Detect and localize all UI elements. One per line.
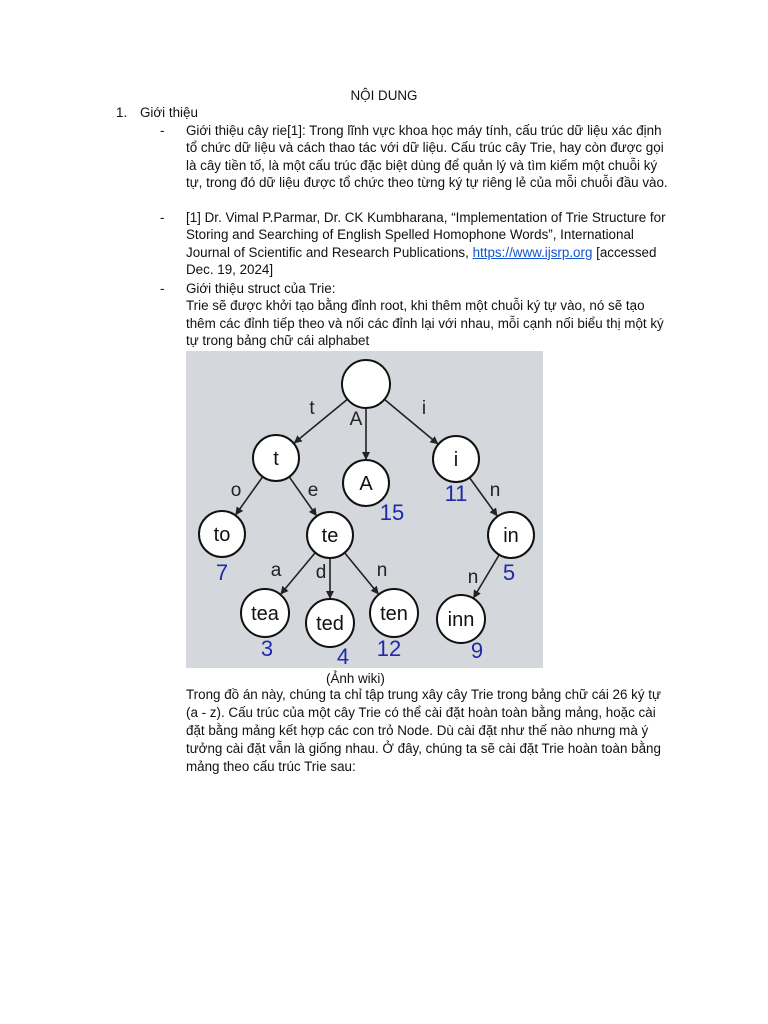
trie-node-value: 3 xyxy=(260,636,274,661)
trie-node-label: t xyxy=(273,448,279,470)
trie-node-label: te xyxy=(321,525,339,547)
trie-node-label: A xyxy=(359,473,373,495)
trie-node-label: ten xyxy=(380,603,408,625)
trie-node-label: in xyxy=(503,525,519,547)
struct-heading: Giới thiệu struct của Trie: xyxy=(186,281,336,296)
trie-node-root xyxy=(342,360,390,408)
trie-edge-label: n xyxy=(376,560,388,581)
trie-node-value: 7 xyxy=(215,560,229,585)
trie-edge-te-ten xyxy=(345,553,379,594)
bullet-reference xyxy=(160,209,670,279)
trie-edge-label: e xyxy=(307,480,319,501)
bullet-intro-trie xyxy=(160,122,670,192)
reference-citation: [1] Dr. Vimal P.Parmar, Dr. CK Kumbharana, “Implementation of Trie Structure for Storing and Searching of English Spelled Homophone Words”, International Journal of Scientific and Research Publications, xyxy=(186,210,666,260)
trie-edge-label: a xyxy=(270,560,282,581)
bullet-dash: - xyxy=(160,123,165,138)
trie-node-label: ted xyxy=(316,613,344,635)
trie-figure xyxy=(186,351,543,668)
struct-description: Trie sẽ được khởi tạo bằng đỉnh root, khi thêm một chuỗi ký tự vào, nó sẽ tạo thêm các đỉnh tiếp theo và nối các đỉnh lại với nhau, mỗi cạnh nối biểu thị một ký tự trong bảng chữ cái alphabet xyxy=(186,298,664,349)
trie-node-value: 15 xyxy=(379,500,405,525)
reference-text xyxy=(186,209,670,279)
trie-node-label: to xyxy=(213,524,231,546)
trie-edge-label: A xyxy=(349,409,363,430)
trie-node-label: tea xyxy=(251,603,279,625)
trie-node-value: 12 xyxy=(376,636,402,661)
trie-edge-label: n xyxy=(467,567,479,588)
trie-node-value: 5 xyxy=(502,560,516,585)
trie-edge-label: o xyxy=(230,480,242,501)
section-heading xyxy=(116,104,198,121)
bullet-text: Giới thiệu cây rie[1]: Trong lĩnh vực khoa học máy tính, cấu trúc dữ liệu xác định tổ chức dữ liệu và cách thao tác với dữ liệu. Cấu trúc cây Trie, hay còn được gọi là cây tiền tố, là một cấu trúc đặc biệt dùng để quản lý và tìm kiếm một chuỗi ký tự, trong đó dữ liệu được tổ chức theo từng ký tự riêng lẻ của mỗi chuỗi đầu vào. xyxy=(186,123,668,191)
trie-node-value: 9 xyxy=(470,638,484,663)
section-number: 1. xyxy=(116,105,128,120)
document-title: NỘI DUNG xyxy=(350,88,418,103)
trie-node-value: 4 xyxy=(336,644,350,668)
trie-edge-label: t xyxy=(309,398,315,419)
trie-diagram xyxy=(186,351,543,668)
trie-edge-label: i xyxy=(421,398,427,419)
trie-node-label: inn xyxy=(447,609,475,631)
trie-edge-te-tea xyxy=(281,553,315,594)
figure-caption: (Ảnh wiki) xyxy=(326,671,385,686)
trie-edge-root-t xyxy=(295,399,348,443)
section-title: Giới thiệu xyxy=(140,105,198,120)
bullet-dash: - xyxy=(160,281,165,296)
trie-node-label: i xyxy=(453,449,459,471)
reference-link[interactable]: https://www.ijsrp.org xyxy=(472,244,593,260)
trie-edge-label: d xyxy=(315,562,327,583)
trie-edge-root-i xyxy=(384,399,437,443)
trie-edge-label: n xyxy=(489,480,501,501)
body-paragraph: Trong đồ án này, chúng ta chỉ tập trung xây cây Trie trong bảng chữ cái 26 ký tự (a - z). Cấu trúc của một cây Trie có thể cài đặt hoàn toàn bằng mảng, hoặc cài đặt bằng mảng kết hợp các con trỏ Node. Dù cài đặt như thế nào nhưng mà ý tưởng cài đặt vẫn là giống nhau. Ở đây, chúng ta sẽ cài đặt Trie hoàn toàn bằng mảng theo cấu trúc Trie sau: xyxy=(186,687,661,774)
reference-accessed: [accessed Dec. 19, 2024] xyxy=(186,244,657,278)
bullet-dash: - xyxy=(160,210,165,225)
trie-node-value: 11 xyxy=(444,481,468,506)
bullet-struct xyxy=(160,280,670,350)
